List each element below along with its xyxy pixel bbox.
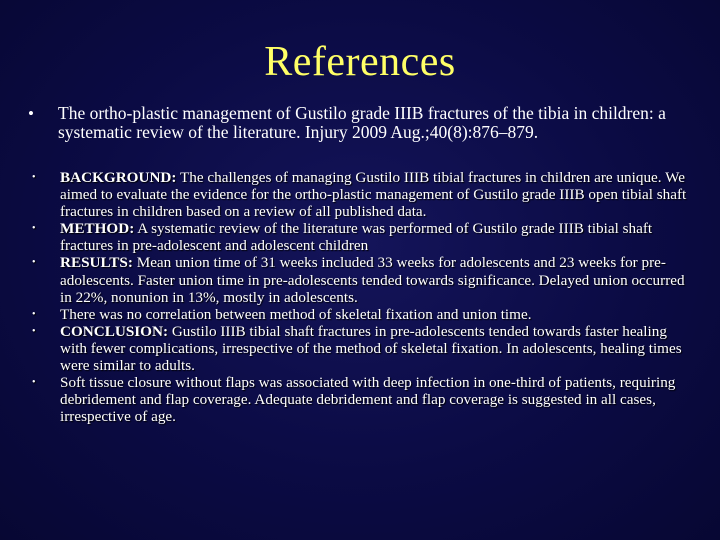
item-label: METHOD:: [60, 220, 135, 238]
bullet-icon: •: [32, 257, 36, 269]
item-text: Mean union time of 31 weeks included 33 weeks for adolescents and 23 weeks for pre-adolescents. Faster union time in pre-adolescents tended towards significance. Delayed union occurred in 22%, nonunion in 13%, mostly in adolescents.: [60, 254, 685, 306]
list-item: [30, 374, 694, 425]
item-label: RESULTS:: [60, 254, 133, 272]
item-text: Gustilo IIIB tibial shaft fractures in pre-adolescents tended towards faster healing with fewer complications, irrespective of the method of skeletal fixation. In adolescents, healing times were similar to adults.: [60, 322, 682, 375]
bullet-icon: •: [32, 308, 36, 320]
abstract-list: [30, 169, 694, 425]
bullet-icon: •: [32, 223, 36, 235]
item-label: BACKGROUND:: [60, 169, 177, 186]
item-text: There was no correlation between method of skeletal fixation and union time.: [60, 305, 532, 323]
reference-text: The ortho-plastic management of Gustilo grade IIIB fractures of the tibia in children: a systematic review of the literature. Injury 2009 Aug.;40(8):876–879.: [58, 103, 666, 142]
list-item: [30, 169, 694, 220]
item-label: CONCLUSION:: [60, 322, 169, 340]
slide-title: References: [264, 39, 456, 85]
list-item: [30, 306, 694, 323]
list-item: [30, 220, 694, 254]
bullet-icon: •: [28, 104, 34, 123]
bullet-icon: •: [32, 325, 36, 337]
item-text: The challenges of managing Gustilo IIIB tibial fractures in children are unique. We aimed to evaluate the evidence for the ortho-plastic management of Gustilo grade IIIB open tibial shaft fractures in children based on a review of all published data.: [60, 169, 687, 221]
bullet-icon: •: [32, 377, 36, 389]
bullet-icon: •: [32, 172, 36, 183]
item-text: Soft tissue closure without flaps was associated with deep infection in one-third of patients, requiring debridement and flap coverage. Adequate debridement and flap coverage is suggested in all cases, irrespective of age.: [60, 374, 676, 426]
item-text: A systematic review of the literature was performed of Gustilo grade IIIB tibial shaft fractures in pre-adolescent and adolescent children: [60, 220, 653, 255]
list-item: [30, 254, 694, 305]
list-item: [30, 323, 694, 374]
reference-citation: [28, 104, 698, 142]
